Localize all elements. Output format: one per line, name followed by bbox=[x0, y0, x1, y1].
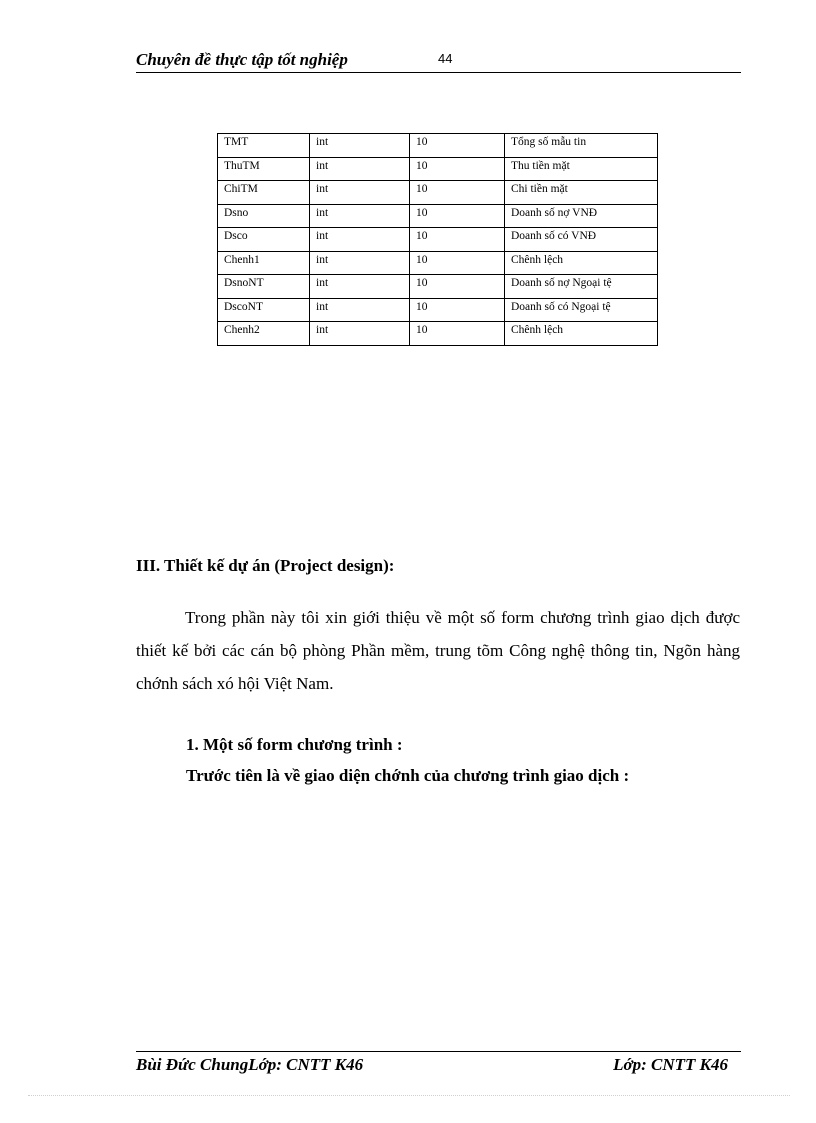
field-type-cell: int bbox=[310, 228, 410, 252]
field-type-cell: int bbox=[310, 157, 410, 181]
footer-class: Lớp: CNTT K46 bbox=[613, 1055, 728, 1074]
field-type-cell: int bbox=[310, 251, 410, 275]
field-name-cell: Chenh1 bbox=[218, 251, 310, 275]
field-type-cell: int bbox=[310, 204, 410, 228]
field-size-cell: 10 bbox=[410, 157, 505, 181]
field-description-cell: Thu tiền mặt bbox=[505, 157, 658, 181]
field-description-cell: Chi tiền mặt bbox=[505, 181, 658, 205]
page-edge-divider bbox=[28, 1095, 790, 1096]
table-row bbox=[218, 275, 658, 299]
field-description-cell: Chênh lệch bbox=[505, 322, 658, 346]
field-description-cell: Doanh số nợ Ngoại tệ bbox=[505, 275, 658, 299]
table-row bbox=[218, 134, 658, 158]
field-size-cell: 10 bbox=[410, 134, 505, 158]
table-row bbox=[218, 228, 658, 252]
section-heading: III. Thiết kế dự án (Project design): bbox=[136, 556, 395, 575]
field-type-cell: int bbox=[310, 181, 410, 205]
field-name-cell: DsnoNT bbox=[218, 275, 310, 299]
field-description-cell: Doanh số có Ngoại tệ bbox=[505, 298, 658, 322]
field-description-cell: Chênh lệch bbox=[505, 251, 658, 275]
subheading-main-interface: Trước tiên là về giao diện chớnh của chương trình giao dịch : bbox=[186, 766, 630, 785]
field-description-cell: Tổng số mẫu tin bbox=[505, 134, 658, 158]
field-size-cell: 10 bbox=[410, 204, 505, 228]
field-type-cell: int bbox=[310, 275, 410, 299]
table-row bbox=[218, 322, 658, 346]
footer-author: Bùi Đức ChungLớp: CNTT K46 bbox=[136, 1055, 364, 1074]
field-type-cell: int bbox=[310, 134, 410, 158]
field-name-cell: ThuTM bbox=[218, 157, 310, 181]
field-name-cell: Dsno bbox=[218, 204, 310, 228]
page-number: 44 bbox=[438, 51, 453, 66]
field-description-cell: Doanh số nợ VNĐ bbox=[505, 204, 658, 228]
table-row bbox=[218, 251, 658, 275]
field-name-cell: ChiTM bbox=[218, 181, 310, 205]
field-size-cell: 10 bbox=[410, 298, 505, 322]
table-row bbox=[218, 181, 658, 205]
page-footer bbox=[136, 1051, 741, 1082]
field-description-cell: Doanh số có VNĐ bbox=[505, 228, 658, 252]
field-name-cell: TMT bbox=[218, 134, 310, 158]
field-name-cell: Dsco bbox=[218, 228, 310, 252]
subheading-programs: 1. Một số form chương trình : bbox=[186, 735, 403, 754]
field-size-cell: 10 bbox=[410, 275, 505, 299]
table-row bbox=[218, 157, 658, 181]
field-type-cell: int bbox=[310, 322, 410, 346]
field-name-cell: Chenh2 bbox=[218, 322, 310, 346]
field-table-body bbox=[218, 134, 658, 346]
field-name-cell: DscoNT bbox=[218, 298, 310, 322]
field-type-cell: int bbox=[310, 298, 410, 322]
body-paragraph: Trong phần này tôi xin giới thiệu về một số form chương trình giao dịch được thiết kế bởi các cán bộ phòng Phần mềm, trung tõm Công nghệ thông tin, Ngõn hàng chớnh sách xó hội Việt Nam. bbox=[136, 608, 740, 693]
table-row bbox=[218, 204, 658, 228]
field-size-cell: 10 bbox=[410, 322, 505, 346]
field-size-cell: 10 bbox=[410, 251, 505, 275]
field-table bbox=[217, 133, 658, 346]
table-row bbox=[218, 298, 658, 322]
field-size-cell: 10 bbox=[410, 181, 505, 205]
header-title: Chuyên đề thực tập tốt nghiệp bbox=[136, 50, 348, 69]
page-header bbox=[136, 48, 741, 73]
field-size-cell: 10 bbox=[410, 228, 505, 252]
